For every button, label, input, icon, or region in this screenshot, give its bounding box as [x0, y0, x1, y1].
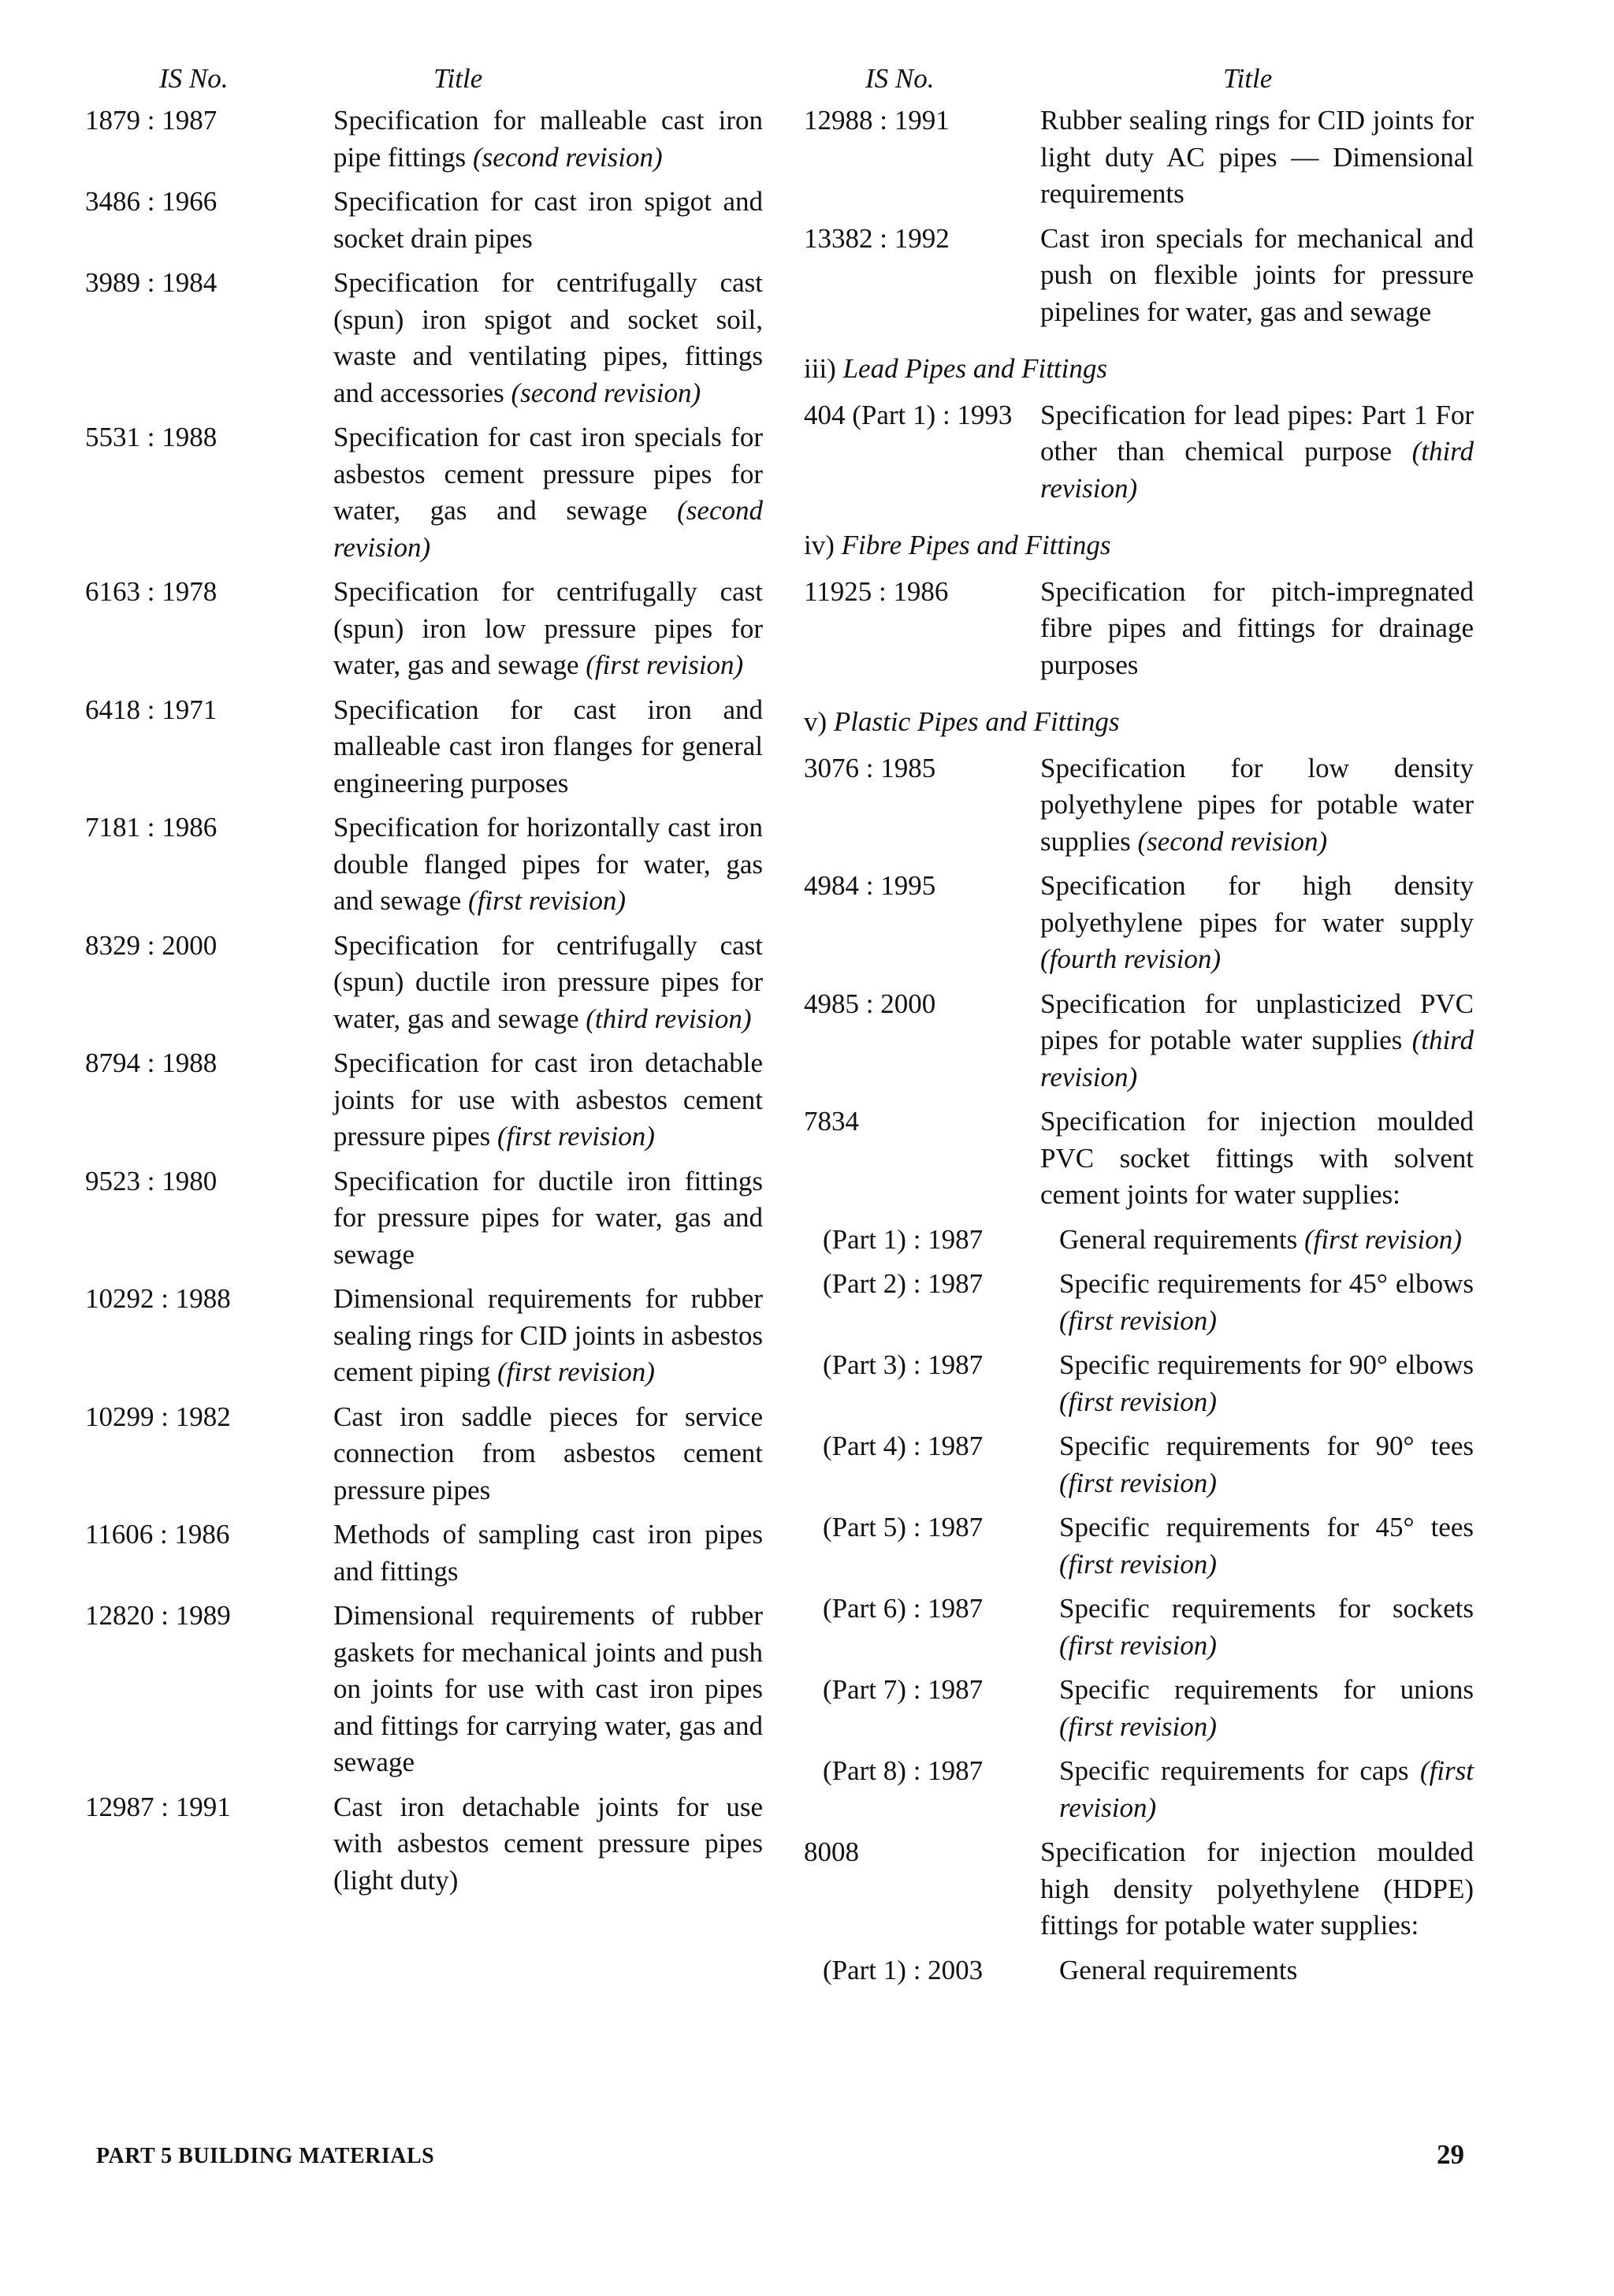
is-no-header: IS No.	[159, 63, 229, 94]
is-number: 13382 : 1992	[804, 222, 950, 254]
title-text: Specific requirements for 45° elbows	[1059, 1268, 1474, 1299]
standard-title	[1059, 1509, 1474, 1583]
section-number: iii)	[804, 353, 836, 384]
title-text: Cast iron saddle pieces for service connection from asbestos cement pressure pipes	[333, 1401, 763, 1505]
fibre-entry-list	[804, 574, 1474, 684]
standard-entry	[85, 1163, 763, 1274]
standard-entry	[85, 419, 763, 566]
standard-entry	[804, 574, 1474, 684]
title-text: Specification for cast iron and malleable cast iron flanges for general engineering purposes	[333, 694, 763, 798]
is-number: 404 (Part 1) : 1993	[804, 399, 1013, 430]
standard-title	[1040, 221, 1474, 331]
standard-title	[333, 102, 763, 176]
revision-note: (first revision)	[1059, 1548, 1217, 1580]
revision-note: (second revision)	[472, 141, 663, 173]
is-number: 11606 : 1986	[85, 1519, 230, 1550]
is-number: 1879 : 1987	[85, 105, 218, 136]
standard-title	[1059, 1591, 1474, 1664]
footer-label: PART 5 BUILDING MATERIALS	[96, 2144, 435, 2168]
title-text: Specific requirements for sockets	[1059, 1593, 1474, 1624]
title-text: General requirements	[1059, 1954, 1298, 1985]
revision-note: (third revision)	[1040, 1025, 1474, 1092]
revision-note: (second revision)	[1137, 825, 1328, 857]
is-number: (Part 4) : 1987	[823, 1431, 984, 1461]
right-column	[804, 54, 1474, 1996]
is-number: (Part 1) : 1987	[823, 1223, 984, 1255]
is-number: (Part 1) : 2003	[823, 1954, 984, 1985]
is-no-header: IS No.	[865, 63, 935, 94]
left-entry-list	[85, 102, 763, 1899]
title-text: Specific requirements for 45° tees	[1059, 1512, 1474, 1542]
standard-entry	[85, 184, 763, 257]
standard-title	[1040, 1103, 1474, 1214]
section-name: Fibre Pipes and Fittings	[841, 530, 1111, 560]
is-number: 8008	[804, 1836, 859, 1867]
revision-note: (first revision)	[1059, 1710, 1217, 1742]
page-number: 29	[1437, 2139, 1464, 2170]
is-number: 7181 : 1986	[85, 812, 218, 843]
is-number: 3989 : 1984	[85, 267, 218, 298]
standard-entry	[85, 1045, 763, 1155]
title-text: Specification for injection moulded PVC socket fittings with solvent cement joints for water supplies:	[1040, 1106, 1474, 1210]
standard-entry	[85, 1281, 763, 1391]
title-text: Specific requirements for unions	[1059, 1674, 1474, 1705]
title-text: Specification for cast iron specials for asbestos cement pressure pipes for water, gas and sewage	[333, 422, 763, 526]
title-text: General requirements	[1059, 1223, 1298, 1255]
standard-title	[1040, 868, 1474, 978]
lead-entry-list	[804, 397, 1474, 508]
title-text: Specification for unplasticized PVC pipes for potable water supplies	[1040, 988, 1474, 1055]
revision-note: (first revision)	[586, 649, 744, 680]
standard-entry	[804, 221, 1474, 331]
standard-title	[333, 1598, 763, 1781]
title-text: Rubber sealing rings for CID joints for light duty AC pipes — Dimensional requirements	[1040, 105, 1474, 209]
standard-title	[1040, 574, 1474, 684]
revision-note: (first revision)	[1059, 1629, 1217, 1661]
standard-title	[333, 574, 763, 684]
is-number: 4985 : 2000	[804, 988, 936, 1019]
is-number: 11925 : 1986	[804, 575, 949, 607]
standard-entry	[85, 928, 763, 1038]
standard-title	[1059, 1347, 1474, 1420]
title-text: Dimensional requirements of rubber gaskets for mechanical joints and push on joints for use with cast iron pipes and fittings for carrying water, gas and sewage	[333, 1600, 763, 1777]
title-text: Methods of sampling cast iron pipes and fittings	[333, 1519, 763, 1587]
title-text: Specification for pitch-impregnated fibre pipes and fittings for drainage purposes	[1040, 575, 1474, 680]
standard-entry	[85, 1598, 763, 1781]
title-text: Specific requirements for 90° elbows	[1059, 1349, 1474, 1380]
is-number: (Part 3) : 1987	[823, 1349, 984, 1380]
title-text: Specification for high density polyethylene pipes for water supply	[1040, 870, 1474, 938]
revision-note: (third revision)	[1040, 436, 1475, 504]
standard-title	[333, 928, 763, 1038]
section-heading-plastic	[804, 704, 1474, 741]
title-text: Specific requirements for 90° tees	[1059, 1431, 1474, 1461]
standard-title	[1040, 986, 1474, 1096]
is-number: 12988 : 1991	[804, 105, 950, 136]
is-number: 10292 : 1988	[85, 1283, 231, 1314]
standard-title	[333, 692, 763, 802]
standard-title	[1040, 397, 1474, 508]
revision-note: (third revision)	[586, 1003, 752, 1034]
title-text: Specification for ductile iron fittings for pressure pipes for water, gas and sewage	[333, 1165, 763, 1270]
is-number: 10299 : 1982	[85, 1401, 231, 1432]
section-heading-lead	[804, 351, 1474, 388]
standard-entry	[85, 574, 763, 684]
is-number: 3486 : 1966	[85, 186, 218, 217]
standard-title	[333, 1045, 763, 1155]
section-number: iv)	[804, 530, 835, 560]
standard-title	[333, 419, 763, 566]
title-text: Dimensional requirements for rubber sealing rings for CID joints in asbestos cement piping	[333, 1283, 763, 1387]
is-number: (Part 8) : 1987	[823, 1755, 984, 1786]
is-number: (Part 2) : 1987	[823, 1268, 984, 1299]
standard-title	[333, 809, 763, 920]
standard-title	[333, 1163, 763, 1274]
standard-title	[333, 1281, 763, 1391]
standard-title	[333, 184, 763, 257]
standard-entry	[85, 1399, 763, 1509]
plastic-entry-list	[804, 750, 1474, 1989]
is-number: 6418 : 1971	[85, 694, 218, 725]
section-number: v)	[804, 706, 827, 737]
standard-title	[333, 1399, 763, 1509]
standard-entry	[804, 1103, 1474, 1214]
standard-entry	[804, 1952, 1474, 1989]
section-name: Plastic Pipes and Fittings	[833, 706, 1120, 737]
revision-note: (first revision)	[468, 885, 626, 916]
standard-title	[333, 1516, 763, 1590]
standard-entry	[85, 809, 763, 920]
title-text: Specification for centrifugally cast (spun) ductile iron pressure pipes for water, gas and sewage	[333, 929, 763, 1034]
standard-title	[1040, 750, 1474, 861]
title-text: Specific requirements for caps	[1059, 1755, 1409, 1786]
is-number: 12820 : 1989	[85, 1600, 231, 1631]
revision-note: (fourth revision)	[1040, 943, 1222, 974]
revision-note: (first revision)	[1303, 1223, 1462, 1255]
standard-title	[1059, 1672, 1474, 1745]
revision-note: (second revision)	[333, 495, 763, 563]
standard-entry	[804, 397, 1474, 508]
standard-entry	[85, 1516, 763, 1590]
is-number: (Part 5) : 1987	[823, 1512, 984, 1542]
standard-entry	[804, 1222, 1474, 1259]
standard-entry	[85, 265, 763, 411]
right-column-header	[804, 54, 1474, 102]
is-number: 12987 : 1991	[85, 1791, 231, 1822]
cast-iron-entry-list	[804, 102, 1474, 330]
title-text: Specification for centrifugally cast (spun) iron low pressure pipes for water, gas and sewage	[333, 576, 763, 680]
standard-entry	[804, 1347, 1474, 1420]
standard-entry	[804, 986, 1474, 1096]
revision-note: (first revision)	[497, 1121, 655, 1152]
standard-title	[1059, 1952, 1474, 1989]
left-column-header	[85, 54, 763, 102]
standard-entry	[85, 102, 763, 176]
title-text: Cast iron specials for mechanical and push on flexible joints for pressure pipelines for water, gas and sewage	[1040, 222, 1474, 327]
standard-entry	[804, 1753, 1474, 1826]
revision-note: (second revision)	[511, 377, 701, 408]
is-number: 3076 : 1985	[804, 752, 936, 783]
page-footer	[96, 2139, 1464, 2175]
is-number: (Part 6) : 1987	[823, 1593, 984, 1624]
standard-entry	[804, 1266, 1474, 1339]
title-text: Specification for lead pipes: Part 1 For other than chemical purpose	[1040, 399, 1474, 467]
standard-entry	[804, 750, 1474, 861]
standard-title	[1059, 1428, 1474, 1502]
is-number: 9523 : 1980	[85, 1165, 218, 1196]
standard-entry	[804, 1428, 1474, 1502]
title-header: Title	[1223, 63, 1273, 94]
left-column	[85, 54, 763, 1907]
revision-note: (first revision)	[1059, 1386, 1217, 1417]
standard-entry	[804, 1834, 1474, 1944]
title-text: Specification for malleable cast iron pipe fittings	[333, 105, 763, 173]
revision-note: (first revision)	[497, 1356, 655, 1387]
standard-title	[333, 1789, 763, 1900]
title-text: Specification for low density polyethylene pipes for potable water supplies	[1040, 752, 1474, 857]
title-text: Specification for centrifugally cast (spun) iron spigot and socket soil, waste and ventilating pipes, fittings and accessories	[333, 267, 763, 408]
is-number: 7834	[804, 1106, 859, 1137]
standard-title	[1059, 1222, 1474, 1259]
standard-title	[333, 265, 763, 411]
title-text: Specification for injection moulded high density polyethylene (HDPE) fittings for potable water supplies:	[1040, 1836, 1474, 1941]
is-number: 6163 : 1978	[85, 576, 218, 607]
title-header: Title	[433, 63, 483, 94]
revision-note: (first revision)	[1059, 1304, 1217, 1336]
title-text: Specification for cast iron detachable joints for use with asbestos cement pressure pipes	[333, 1048, 763, 1152]
section-name: Lead Pipes and Fittings	[842, 353, 1107, 384]
revision-note: (first revision)	[1059, 1467, 1217, 1498]
is-number: 4984 : 1995	[804, 870, 936, 901]
title-text: Specification for horizontally cast iron double flanged pipes for water, gas and sewage	[333, 812, 763, 916]
standard-title	[1040, 1834, 1474, 1944]
title-text: Specification for cast iron spigot and socket drain pipes	[333, 186, 763, 254]
is-number: 8329 : 2000	[85, 929, 218, 961]
is-number: 5531 : 1988	[85, 422, 218, 452]
standard-entry	[85, 1789, 763, 1900]
standard-entry	[804, 1591, 1474, 1664]
standard-entry	[804, 868, 1474, 978]
revision-note: (first revision)	[1059, 1755, 1474, 1823]
standard-entry	[85, 692, 763, 802]
standard-entry	[804, 1672, 1474, 1745]
standard-entry	[804, 1509, 1474, 1583]
section-heading-fibre	[804, 527, 1474, 564]
standard-title	[1040, 102, 1474, 213]
title-text: Cast iron detachable joints for use with asbestos cement pressure pipes (light duty)	[333, 1791, 763, 1896]
standard-title	[1059, 1266, 1474, 1339]
is-number: 8794 : 1988	[85, 1048, 218, 1078]
standard-entry	[804, 102, 1474, 213]
is-number: (Part 7) : 1987	[823, 1674, 984, 1705]
standard-title	[1059, 1753, 1474, 1826]
